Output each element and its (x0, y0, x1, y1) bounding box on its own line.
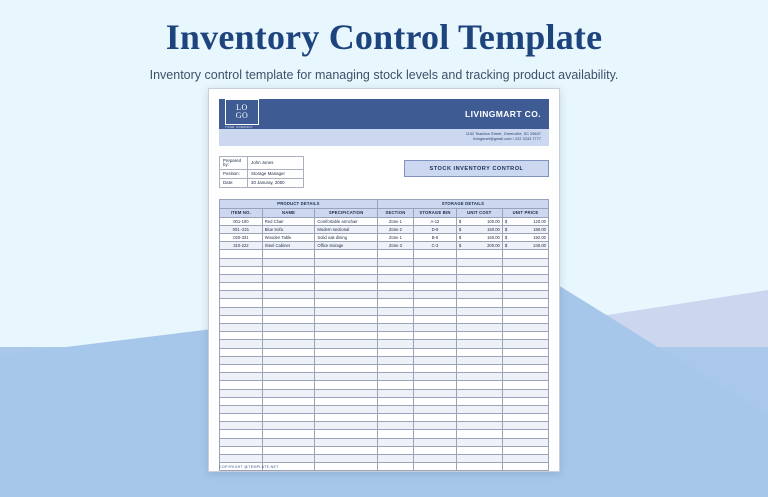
cell-empty[interactable] (502, 315, 548, 323)
table-row-empty[interactable] (220, 332, 549, 340)
cell-empty[interactable] (377, 307, 413, 315)
cell-empty[interactable] (377, 274, 413, 282)
cell-empty[interactable] (315, 348, 378, 356)
cell-empty[interactable] (456, 332, 502, 340)
table-row-empty[interactable] (220, 381, 549, 389)
table-row-empty[interactable] (220, 274, 549, 282)
cell-specification[interactable]: Solid oak dining (315, 233, 378, 241)
table-row-empty[interactable] (220, 299, 549, 307)
cell-empty[interactable] (220, 397, 263, 405)
cell-empty[interactable] (262, 422, 315, 430)
cell-empty[interactable] (377, 438, 413, 446)
table-row-empty[interactable] (220, 373, 549, 381)
cell-empty[interactable] (377, 250, 413, 258)
cell-empty[interactable] (456, 274, 502, 282)
cell-empty[interactable] (456, 283, 502, 291)
cell-empty[interactable] (377, 422, 413, 430)
cell-empty[interactable] (456, 455, 502, 463)
cell-empty[interactable] (315, 258, 378, 266)
cell-empty[interactable] (220, 324, 263, 332)
cell-empty[interactable] (262, 291, 315, 299)
cell-empty[interactable] (315, 283, 378, 291)
cell-empty[interactable] (220, 356, 263, 364)
logo-subtitle: YOUR COMPANY (225, 126, 254, 129)
cell-empty[interactable] (414, 446, 457, 454)
cell-empty[interactable] (456, 291, 502, 299)
table-row[interactable] (220, 242, 549, 250)
table-row-empty[interactable] (220, 364, 549, 372)
cell-empty[interactable] (502, 381, 548, 389)
cell-empty[interactable] (220, 315, 263, 323)
cell-empty[interactable] (220, 340, 263, 348)
cell-empty[interactable] (262, 274, 315, 282)
cell-name[interactable]: Wooden Table (262, 233, 315, 241)
cell-empty[interactable] (315, 324, 378, 332)
cell-empty[interactable] (377, 258, 413, 266)
cell-empty[interactable] (262, 373, 315, 381)
cell-empty[interactable] (414, 340, 457, 348)
prepared-by-table (219, 156, 304, 187)
cell-empty[interactable] (377, 430, 413, 438)
section-title-banner: STOCK INVENTORY CONTROL (404, 160, 549, 177)
cell-empty[interactable] (456, 422, 502, 430)
cell-section[interactable]: Zone 3 (377, 242, 413, 250)
cell-empty[interactable] (414, 274, 457, 282)
cell-empty[interactable] (220, 389, 263, 397)
cell-empty[interactable] (262, 250, 315, 258)
cell-empty[interactable] (315, 381, 378, 389)
cell-empty[interactable] (414, 324, 457, 332)
cell-empty[interactable] (315, 405, 378, 413)
cell-empty[interactable] (502, 389, 548, 397)
cell-empty[interactable] (502, 414, 548, 422)
cell-empty[interactable] (220, 455, 263, 463)
cell-empty[interactable] (220, 274, 263, 282)
cell-empty[interactable] (502, 430, 548, 438)
cell-empty[interactable] (220, 258, 263, 266)
logo (225, 99, 259, 129)
cell-empty[interactable] (414, 307, 457, 315)
currency-symbol: $ (504, 243, 508, 249)
cell-unit-price[interactable]: $ 240.00 (502, 242, 548, 250)
meta-value-position[interactable]: Storage Manager (248, 170, 304, 179)
cell-empty[interactable] (315, 463, 378, 471)
col-name: NAME (262, 208, 315, 217)
cell-empty[interactable] (262, 258, 315, 266)
cell-section[interactable]: Zone 1 (377, 217, 413, 225)
cell-empty[interactable] (377, 283, 413, 291)
group-header-storage-details: STORAGE DETAILS (377, 199, 548, 208)
cell-empty[interactable] (377, 373, 413, 381)
cell-empty[interactable] (220, 446, 263, 454)
table-row[interactable] (220, 233, 549, 241)
col-unit-price: UNIT PRICE (502, 208, 548, 217)
cell-empty[interactable] (262, 299, 315, 307)
cell-empty[interactable] (262, 364, 315, 372)
cell-empty[interactable] (377, 364, 413, 372)
cell-empty[interactable] (456, 356, 502, 364)
cell-empty[interactable] (262, 340, 315, 348)
cell-name[interactable]: Red Chair (262, 217, 315, 225)
col-specification: SPECIFICATION (315, 208, 378, 217)
table-row-empty[interactable] (220, 250, 549, 258)
meta-label-prepared-by: Prepared by: (220, 157, 248, 170)
cell-empty[interactable] (456, 364, 502, 372)
cell-empty[interactable] (220, 299, 263, 307)
cell-empty[interactable] (377, 389, 413, 397)
cell-empty[interactable] (414, 315, 457, 323)
contact-address: 1152 Teaction Street, Greenville, SC 29607 (465, 132, 541, 136)
table-row-empty[interactable] (220, 348, 549, 356)
cell-empty[interactable] (456, 397, 502, 405)
meta-label-date: Date: (220, 179, 248, 188)
cell-empty[interactable] (414, 414, 457, 422)
cell-empty[interactable] (315, 422, 378, 430)
cell-empty[interactable] (220, 381, 263, 389)
cell-empty[interactable] (262, 405, 315, 413)
cell-empty[interactable] (315, 455, 378, 463)
cell-empty[interactable] (502, 373, 548, 381)
cell-empty[interactable] (414, 266, 457, 274)
cell-empty[interactable] (220, 414, 263, 422)
cell-empty[interactable] (414, 438, 457, 446)
cell-empty[interactable] (456, 315, 502, 323)
cell-empty[interactable] (414, 291, 457, 299)
cell-empty[interactable] (262, 455, 315, 463)
table-row-empty[interactable] (220, 389, 549, 397)
cell-empty[interactable] (502, 299, 548, 307)
cell-empty[interactable] (315, 307, 378, 315)
cell-unit-price[interactable]: $ 120.00 (502, 217, 548, 225)
cell-empty[interactable] (262, 356, 315, 364)
logo-line-1: LO (236, 103, 248, 112)
cell-empty[interactable] (502, 266, 548, 274)
cell-empty[interactable] (377, 455, 413, 463)
table-row-empty[interactable] (220, 283, 549, 291)
cell-empty[interactable] (456, 299, 502, 307)
cell-empty[interactable] (315, 446, 378, 454)
cell-empty[interactable] (315, 332, 378, 340)
cell-item-no[interactable]: 020-331 (220, 233, 263, 241)
table-row-empty[interactable] (220, 356, 549, 364)
cell-empty[interactable] (502, 332, 548, 340)
cell-empty[interactable] (220, 373, 263, 381)
document-meta-row (219, 156, 549, 187)
cell-empty[interactable] (315, 291, 378, 299)
meta-value-prepared-by[interactable]: John Jones (248, 157, 304, 170)
cell-empty[interactable] (502, 291, 548, 299)
cell-empty[interactable] (315, 364, 378, 372)
table-row-empty[interactable] (220, 446, 549, 454)
cell-empty[interactable] (502, 340, 548, 348)
cell-empty[interactable] (220, 405, 263, 413)
cell-empty[interactable] (377, 324, 413, 332)
cell-empty[interactable] (262, 324, 315, 332)
currency-symbol: $ (504, 218, 508, 224)
col-item-no: ITEM NO. (220, 208, 263, 217)
cell-empty[interactable] (262, 381, 315, 389)
cell-empty[interactable] (456, 324, 502, 332)
cell-empty[interactable] (262, 283, 315, 291)
cell-item-no[interactable]: 001 -221 (220, 225, 263, 233)
table-row-empty[interactable] (220, 258, 549, 266)
cell-empty[interactable] (414, 348, 457, 356)
cell-empty[interactable] (456, 381, 502, 389)
col-section: SECTION (377, 208, 413, 217)
cell-unit-cost[interactable]: $ 160.00 (456, 233, 502, 241)
document-brand-bar (219, 99, 549, 129)
cell-empty[interactable] (315, 397, 378, 405)
cell-empty[interactable] (502, 446, 548, 454)
table-row-empty[interactable] (220, 438, 549, 446)
cell-empty[interactable] (502, 356, 548, 364)
cell-empty[interactable] (456, 446, 502, 454)
cell-empty[interactable] (262, 315, 315, 323)
cell-empty[interactable] (456, 414, 502, 422)
cell-empty[interactable] (414, 283, 457, 291)
cell-empty[interactable] (414, 364, 457, 372)
currency-symbol: $ (458, 218, 462, 224)
col-storage-bin: STORAGE BIN (414, 208, 457, 217)
cell-empty[interactable] (377, 348, 413, 356)
cell-empty[interactable] (220, 332, 263, 340)
cell-empty[interactable] (502, 422, 548, 430)
cell-empty[interactable] (377, 397, 413, 405)
cell-empty[interactable] (456, 389, 502, 397)
cell-section[interactable]: Zone 2 (377, 225, 413, 233)
cell-empty[interactable] (377, 381, 413, 389)
cell-empty[interactable] (502, 307, 548, 315)
cell-empty[interactable] (456, 373, 502, 381)
currency-symbol: $ (458, 226, 462, 232)
page-subtitle: Inventory control template for managing stock levels and tracking product availability. (149, 68, 619, 82)
cell-empty[interactable] (502, 250, 548, 258)
cell-empty[interactable] (377, 405, 413, 413)
logo-line-2: GO (235, 111, 249, 120)
currency-symbol: $ (504, 235, 508, 241)
cell-unit-price[interactable]: $ 180.00 (502, 225, 548, 233)
currency-symbol: $ (458, 243, 462, 249)
cell-empty[interactable] (262, 389, 315, 397)
cell-empty[interactable] (414, 389, 457, 397)
cell-empty[interactable] (377, 446, 413, 454)
cell-empty[interactable] (502, 324, 548, 332)
cell-empty[interactable] (377, 299, 413, 307)
cell-empty[interactable] (414, 299, 457, 307)
cell-empty[interactable] (220, 430, 263, 438)
cell-empty[interactable] (220, 422, 263, 430)
cell-empty[interactable] (456, 438, 502, 446)
cell-empty[interactable] (456, 405, 502, 413)
meta-label-position: Position: (220, 170, 248, 179)
cell-empty[interactable] (502, 405, 548, 413)
group-header-product-details: PRODUCT DETAILS (220, 199, 378, 208)
cell-section[interactable]: Zone 1 (377, 233, 413, 241)
cell-empty[interactable] (502, 397, 548, 405)
cell-empty[interactable] (262, 266, 315, 274)
table-row[interactable] (220, 217, 549, 225)
cell-empty[interactable] (315, 315, 378, 323)
cell-storage-bin[interactable]: A-12 (414, 217, 457, 225)
cell-empty[interactable] (315, 299, 378, 307)
cell-empty[interactable] (315, 373, 378, 381)
cell-empty[interactable] (315, 438, 378, 446)
inventory-table-body (220, 217, 549, 471)
cell-unit-cost[interactable]: $ 150.00 (456, 225, 502, 233)
cell-empty[interactable] (262, 332, 315, 340)
currency-symbol: $ (458, 235, 462, 241)
cell-unit-cost[interactable]: $ 100.00 (456, 217, 502, 225)
cell-empty[interactable] (377, 356, 413, 364)
cell-name[interactable]: Steel Cabinet (262, 242, 315, 250)
cell-empty[interactable] (456, 463, 502, 471)
cell-unit-cost[interactable]: $ 200.00 (456, 242, 502, 250)
cell-empty[interactable] (377, 340, 413, 348)
cell-storage-bin[interactable]: C-3 (414, 242, 457, 250)
cell-empty[interactable] (315, 389, 378, 397)
cell-empty[interactable] (262, 430, 315, 438)
cell-empty[interactable] (414, 373, 457, 381)
cell-empty[interactable] (262, 307, 315, 315)
cell-unit-price[interactable]: $ 192.00 (502, 233, 548, 241)
cell-empty[interactable] (220, 291, 263, 299)
cell-empty[interactable] (262, 348, 315, 356)
table-row-empty[interactable] (220, 315, 549, 323)
table-row-empty[interactable] (220, 414, 549, 422)
cell-empty[interactable] (414, 430, 457, 438)
table-row-empty[interactable] (220, 291, 549, 299)
cell-empty[interactable] (456, 348, 502, 356)
cell-empty[interactable] (220, 250, 263, 258)
cell-empty[interactable] (414, 397, 457, 405)
contact-email-phone: livingmart@gmail.com / 222 3333 7777 (473, 137, 541, 142)
cell-empty[interactable] (220, 348, 263, 356)
cell-empty[interactable] (502, 438, 548, 446)
table-row-empty[interactable] (220, 405, 549, 413)
cell-empty[interactable] (414, 455, 457, 463)
table-row[interactable] (220, 225, 549, 233)
cell-empty[interactable] (414, 381, 457, 389)
inventory-table (219, 199, 549, 472)
cell-storage-bin[interactable]: D-9 (414, 225, 457, 233)
cell-empty[interactable] (377, 332, 413, 340)
cell-empty[interactable] (377, 414, 413, 422)
cell-empty[interactable] (220, 438, 263, 446)
cell-empty[interactable] (414, 332, 457, 340)
company-contact-strip (219, 129, 549, 146)
document-sheet (208, 88, 560, 472)
cell-empty[interactable] (315, 266, 378, 274)
meta-row-prepared-by (220, 157, 304, 170)
cell-empty[interactable] (315, 340, 378, 348)
cell-empty[interactable] (502, 274, 548, 282)
table-column-header-row (220, 208, 549, 217)
cell-empty[interactable] (456, 266, 502, 274)
cell-specification[interactable]: Modern sectional (315, 225, 378, 233)
cell-empty[interactable] (502, 283, 548, 291)
cell-empty[interactable] (414, 258, 457, 266)
cell-name[interactable]: Blue Sofa (262, 225, 315, 233)
page-header (0, 0, 768, 82)
cell-empty[interactable] (377, 266, 413, 274)
cell-empty[interactable] (377, 463, 413, 471)
table-row-empty[interactable] (220, 397, 549, 405)
cell-empty[interactable] (220, 364, 263, 372)
cell-empty[interactable] (220, 307, 263, 315)
cell-empty[interactable] (502, 364, 548, 372)
cell-empty[interactable] (456, 340, 502, 348)
table-row-empty[interactable] (220, 324, 549, 332)
col-unit-cost: UNIT COST (456, 208, 502, 217)
cell-empty[interactable] (414, 422, 457, 430)
table-row-empty[interactable] (220, 422, 549, 430)
cell-empty[interactable] (456, 258, 502, 266)
table-group-header-row (220, 199, 549, 208)
cell-empty[interactable] (414, 405, 457, 413)
cell-empty[interactable] (262, 446, 315, 454)
cell-empty[interactable] (315, 356, 378, 364)
meta-row-position (220, 170, 304, 179)
cell-empty[interactable] (456, 307, 502, 315)
cell-specification[interactable]: Comfortable armchair (315, 217, 378, 225)
table-row-empty[interactable] (220, 340, 549, 348)
cell-empty[interactable] (414, 356, 457, 364)
cell-empty[interactable] (315, 414, 378, 422)
cell-empty[interactable] (377, 315, 413, 323)
cell-empty[interactable] (502, 463, 548, 471)
cell-empty[interactable] (456, 250, 502, 258)
cell-specification[interactable]: Office storage (315, 242, 378, 250)
copyright-footer: COPYRIGHT @TEMPLATE.NET (219, 465, 279, 469)
cell-item-no[interactable]: 310-222 (220, 242, 263, 250)
currency-symbol: $ (504, 226, 508, 232)
page-title: Inventory Control Template (165, 17, 603, 57)
cell-empty[interactable] (262, 397, 315, 405)
meta-row-date (220, 179, 304, 188)
cell-empty[interactable] (414, 463, 457, 471)
cell-empty[interactable] (315, 430, 378, 438)
table-row-empty[interactable] (220, 266, 549, 274)
company-name: LIVINGMART CO. (465, 109, 541, 119)
cell-empty[interactable] (262, 414, 315, 422)
cell-empty[interactable] (315, 274, 378, 282)
meta-value-date[interactable]: 30 Januray, 2050 (248, 179, 304, 188)
cell-empty[interactable] (456, 430, 502, 438)
cell-empty[interactable] (502, 455, 548, 463)
cell-empty[interactable] (377, 291, 413, 299)
cell-empty[interactable] (502, 348, 548, 356)
cell-empty[interactable] (262, 438, 315, 446)
table-row-empty[interactable] (220, 307, 549, 315)
cell-storage-bin[interactable]: B-6 (414, 233, 457, 241)
cell-empty[interactable] (315, 250, 378, 258)
table-row-empty[interactable] (220, 430, 549, 438)
cell-item-no[interactable]: 001-100 (220, 217, 263, 225)
cell-empty[interactable] (220, 266, 263, 274)
table-row-empty[interactable] (220, 455, 549, 463)
cell-empty[interactable] (502, 258, 548, 266)
cell-empty[interactable] (220, 283, 263, 291)
cell-empty[interactable] (414, 250, 457, 258)
